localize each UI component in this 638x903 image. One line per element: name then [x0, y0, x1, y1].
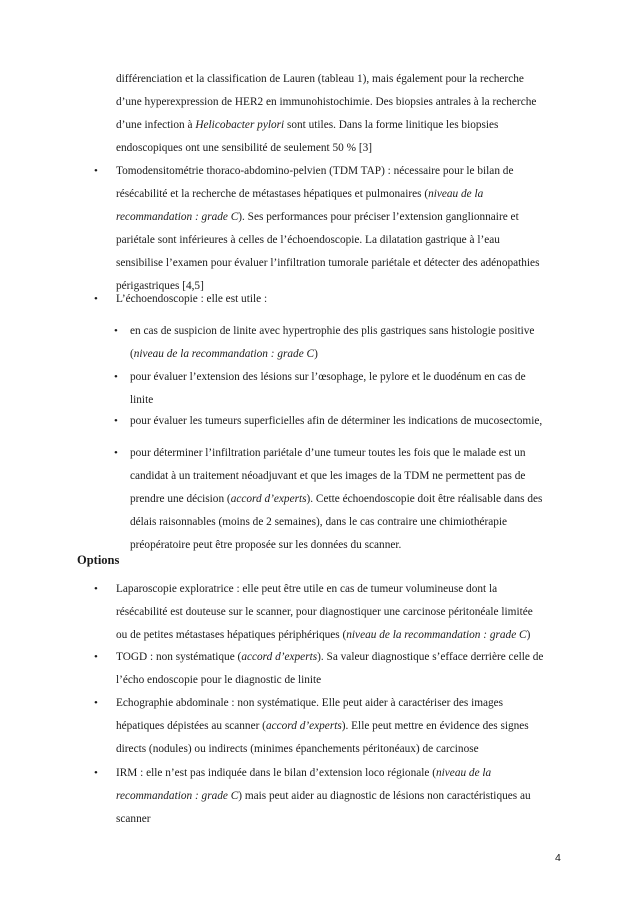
text-span: ou de petites métastases hépatiques périphériques ( — [116, 629, 347, 641]
text-span: hépatiques dépistées au scanner ( — [116, 720, 266, 732]
bullet-icon: • — [94, 165, 98, 177]
text-line — [116, 715, 560, 738]
bullet-text — [116, 160, 560, 298]
bullet-text — [116, 578, 560, 647]
italic-species: Helicobacter pylori — [195, 119, 285, 131]
text-span: ). Ses performances pour préciser l’extension ganglionnaire et — [238, 211, 519, 223]
text-line — [130, 488, 560, 511]
italic-span: recommandation : grade C — [116, 790, 239, 802]
text-line: l’écho endoscopie pour le diagnostic de linite — [116, 674, 322, 686]
text-line — [116, 624, 560, 647]
text-span: TOGD : non systématique ( — [116, 651, 242, 663]
bullet-icon: • — [94, 293, 98, 305]
bullet-icon: • — [94, 767, 98, 779]
intro-paragraph — [116, 68, 560, 160]
italic-span: recommandation : grade C — [116, 211, 239, 223]
italic-span: accord d’experts — [265, 720, 342, 732]
bullet-text — [116, 762, 560, 831]
intro-line: endoscopiques ont une sensibilité de seulement 50 % [3] — [116, 142, 373, 154]
text-line: en cas de suspicion de linite avec hypertrophie des plis gastriques sans histologie positive — [130, 325, 535, 337]
text-line: délais raisonnables (moins de 2 semaines), dans le cas contraire une chimiothérapie — [130, 516, 508, 528]
bullet-text — [130, 320, 560, 366]
text-line — [116, 785, 560, 808]
bullet-text — [116, 646, 560, 692]
text-line: Tomodensitométrie thoraco-abdomino-pelvien (TDM TAP) : nécessaire pour le bilan de — [116, 165, 514, 177]
section-heading-options: Options — [77, 553, 120, 567]
text-span: ). Sa valeur diagnostique s’efface derrière celle de — [317, 651, 544, 663]
bullet-icon: • — [94, 583, 98, 595]
text-line — [116, 206, 560, 229]
text-line: Laparoscopie exploratrice : elle peut être utile en cas de tumeur volumineuse dont la — [116, 583, 498, 595]
italic-span: niveau de la recommandation : grade C — [133, 348, 315, 360]
page-number: 4 — [555, 852, 561, 864]
bullet-text — [130, 442, 560, 557]
bullet-text — [130, 366, 560, 412]
intro-line: d’une hyperexpression de HER2 en immunohistochimie. Des biopsies antrales à la recherche — [116, 96, 537, 108]
text-line — [116, 646, 560, 669]
text-line: pour évaluer les tumeurs superficielles afin de déterminer les indications de mucosectomie, — [130, 415, 543, 427]
bullet-icon: • — [94, 697, 98, 709]
text-span: ) — [314, 348, 318, 360]
text-span: IRM : elle n’est pas indiquée dans le bilan d’extension loco régionale ( — [116, 767, 436, 779]
bullet-text — [116, 692, 560, 761]
intro-line — [116, 114, 560, 137]
text-span: résécabilité et la recherche de métastases hépatiques et pulmonaires ( — [116, 188, 429, 200]
text-line — [116, 762, 560, 785]
text-line: pour déterminer l’infiltration pariétale d’une tumeur toutes les fois que le malade est un — [130, 447, 526, 459]
text-line — [116, 183, 560, 206]
bullet-icon: • — [114, 371, 118, 383]
italic-span: accord d’experts — [241, 651, 318, 663]
text-span: ). Elle peut mettre en évidence des signes — [341, 720, 529, 732]
text-line: candidat à un traitement néoadjuvant et que les images de la TDM ne permettent pas de — [130, 470, 526, 482]
text-span: prendre une décision ( — [130, 493, 231, 505]
text-span: ( — [130, 348, 134, 360]
text-span: ) — [526, 629, 531, 641]
italic-span: accord d’experts — [230, 493, 307, 505]
text-span: ) mais peut aider au diagnostic de lésions non caractéristiques au — [238, 790, 531, 802]
text-line: périgastriques [4,5] — [116, 280, 204, 292]
italic-span: niveau de la — [436, 767, 492, 779]
bullet-icon: • — [114, 447, 118, 459]
text-line: scanner — [116, 813, 151, 825]
text-line: Echographie abdominale : non systématique. Elle peut aider à caractériser des images — [116, 697, 504, 709]
text-span: sont utiles. Dans la forme linitique les biopsies — [284, 119, 499, 131]
intro-line: différenciation et la classification de Lauren (tableau 1), mais également pour la recherche — [116, 73, 524, 85]
bullet-text: L’échoendoscopie : elle est utile : — [116, 293, 268, 305]
bullet-icon: • — [114, 325, 118, 337]
bullet-icon: • — [94, 651, 98, 663]
italic-span: niveau de la — [428, 188, 484, 200]
italic-span: niveau de la recommandation : grade C — [346, 629, 527, 641]
text-line: résécabilité est douteuse sur le scanner, pour diagnostiquer une carcinose péritonéale limitée — [116, 606, 533, 618]
bullet-icon: • — [114, 415, 118, 427]
text-line: préopératoire peut être proposée sur les données du scanner. — [130, 539, 402, 551]
text-line: sensibilise l’examen pour évaluer l’infiltration tumorale pariétale et détecter des adénopathies — [116, 257, 540, 269]
text-line — [130, 343, 560, 366]
text-line: pour évaluer l’extension des lésions sur l’œsophage, le pylore et le duodénum en cas de — [130, 371, 526, 383]
bullet-text — [130, 410, 560, 433]
text-span: ). Cette échoendoscopie doit être réalisable dans des — [306, 493, 543, 505]
text-line: pariétale sont inférieures à celles de l’échoendoscopie. La dilatation gastrique à l’eau — [116, 234, 500, 246]
text-line: directs (nodules) ou indirects (minimes épanchements péritonéaux) de carcinose — [116, 743, 479, 755]
text-line: linite — [130, 394, 154, 406]
text-span: d’une infection à — [116, 119, 196, 131]
